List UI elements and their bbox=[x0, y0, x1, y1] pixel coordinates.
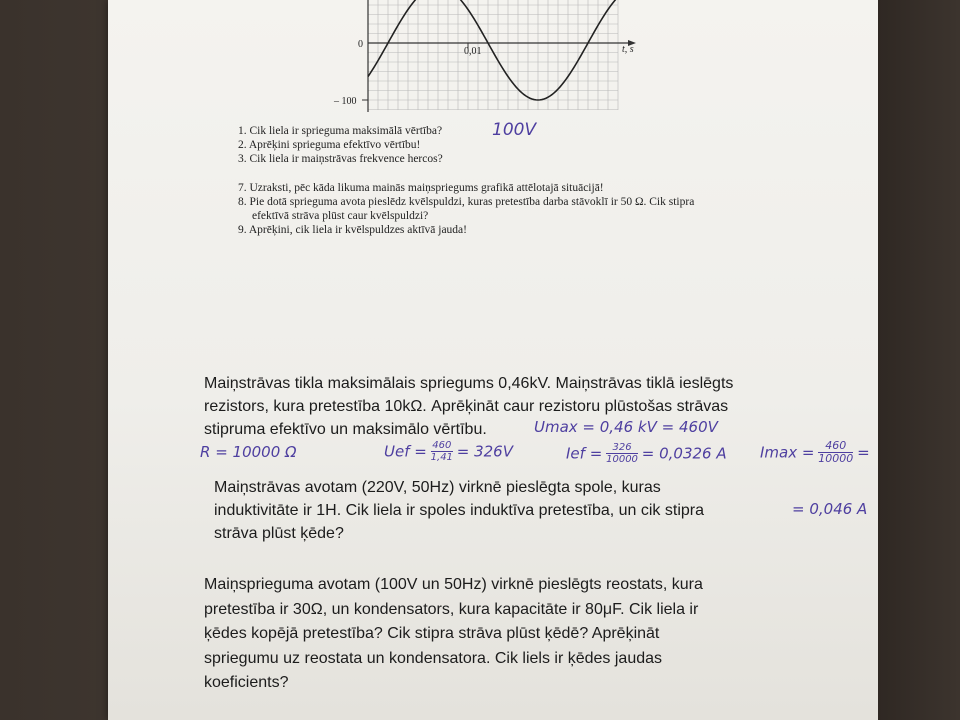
x-axis-label: t, s bbox=[622, 44, 634, 55]
task-2-line-2: induktivitāte ir 1H. Cik liela ir spoles induktīva pretestība, un cik stipra bbox=[214, 502, 704, 519]
background-surface bbox=[878, 0, 960, 720]
x-tick-0-01: 0,01 bbox=[464, 46, 482, 57]
task-3-line-5: koeficients? bbox=[204, 674, 289, 691]
task-3-line-1: Maiņsprieguma avotam (100V un 50Hz) virknē pieslēgts reostats, kura bbox=[204, 576, 703, 593]
task-1-line-3: stipruma efektīvo un maksimālo vērtību. bbox=[204, 421, 487, 438]
handwritten-ief: Ief = $\frac{326}{10000}$ = 0,0326 A bbox=[566, 442, 727, 465]
handwritten-r: R = 10000 Ω bbox=[200, 443, 297, 461]
y-tick-zero: 0 bbox=[358, 39, 363, 50]
sine-curve bbox=[368, 0, 618, 100]
question-8: 8. Pie dotā sprieguma avota pieslēdz kvēlspuldzi, kuras pretestība darba stāvoklī ir 50 Ω. Cik stipra bbox=[238, 196, 695, 208]
handwritten-answer-1: 100V bbox=[492, 120, 537, 140]
task-3-line-2: pretestība ir 30Ω, un kondensators, kura kapacitāte ir 80μF. Cik liela ir bbox=[204, 600, 699, 618]
task-1-line-2: rezistors, kura pretestība 10kΩ. Aprēķināt caur rezistoru plūstošas strāvas bbox=[204, 398, 729, 415]
task-3-line-3: ķēdes kopējā pretestība? Cik stipra strāva plūst ķēdē? Aprēķināt bbox=[204, 625, 660, 642]
question-1: 1. Cik liela ir sprieguma maksimālā vērtība? bbox=[238, 125, 443, 137]
question-8-cont: efektīvā strāva plūst caur kvēlspuldzi? bbox=[252, 210, 429, 222]
task-2-line-1: Maiņstrāvas avotam (220V, 50Hz) virknē pieslēgta spole, kuras bbox=[214, 479, 661, 496]
question-7: 7. Uzraksti, pēc kāda likuma mainās maiņspriegums grafikā attēlotajā situācijā! bbox=[238, 182, 604, 194]
y-tick-minus-100: – 100 bbox=[334, 96, 357, 107]
task-2-line-3: strāva plūst ķēde? bbox=[214, 525, 344, 542]
question-9: 9. Aprēķini, cik liela ir kvēlspuldzes aktīvā jauda! bbox=[238, 224, 467, 236]
question-3: 3. Cik liela ir maiņstrāvas frekvence hercos? bbox=[238, 153, 443, 165]
handwritten-umax: Umax = 0,46 kV = 460V bbox=[534, 418, 718, 436]
handwritten-imax: Imax = $\frac{460}{10000}$ = bbox=[760, 439, 870, 465]
sine-graph bbox=[334, 0, 648, 115]
task-3 bbox=[204, 573, 703, 696]
question-list-b bbox=[238, 181, 694, 237]
handwritten-imax-result: = 0,046 A bbox=[792, 500, 868, 518]
task-2 bbox=[214, 476, 704, 545]
handwritten-uef: Uef = $\frac{460}{1,41}$ = 326V bbox=[384, 440, 513, 463]
question-2: 2. Aprēķini sprieguma efektīvo vērtību! bbox=[238, 139, 421, 151]
task-3-line-4: spriegumu uz reostata un kondensatora. Cik liels ir ķēdes jaudas bbox=[204, 649, 663, 667]
task-1-line-1: Maiņstrāvas tikla maksimālais spriegums 0,46kV. Maiņstrāvas tiklā ieslēgts bbox=[204, 375, 734, 392]
question-list-a bbox=[238, 124, 443, 166]
